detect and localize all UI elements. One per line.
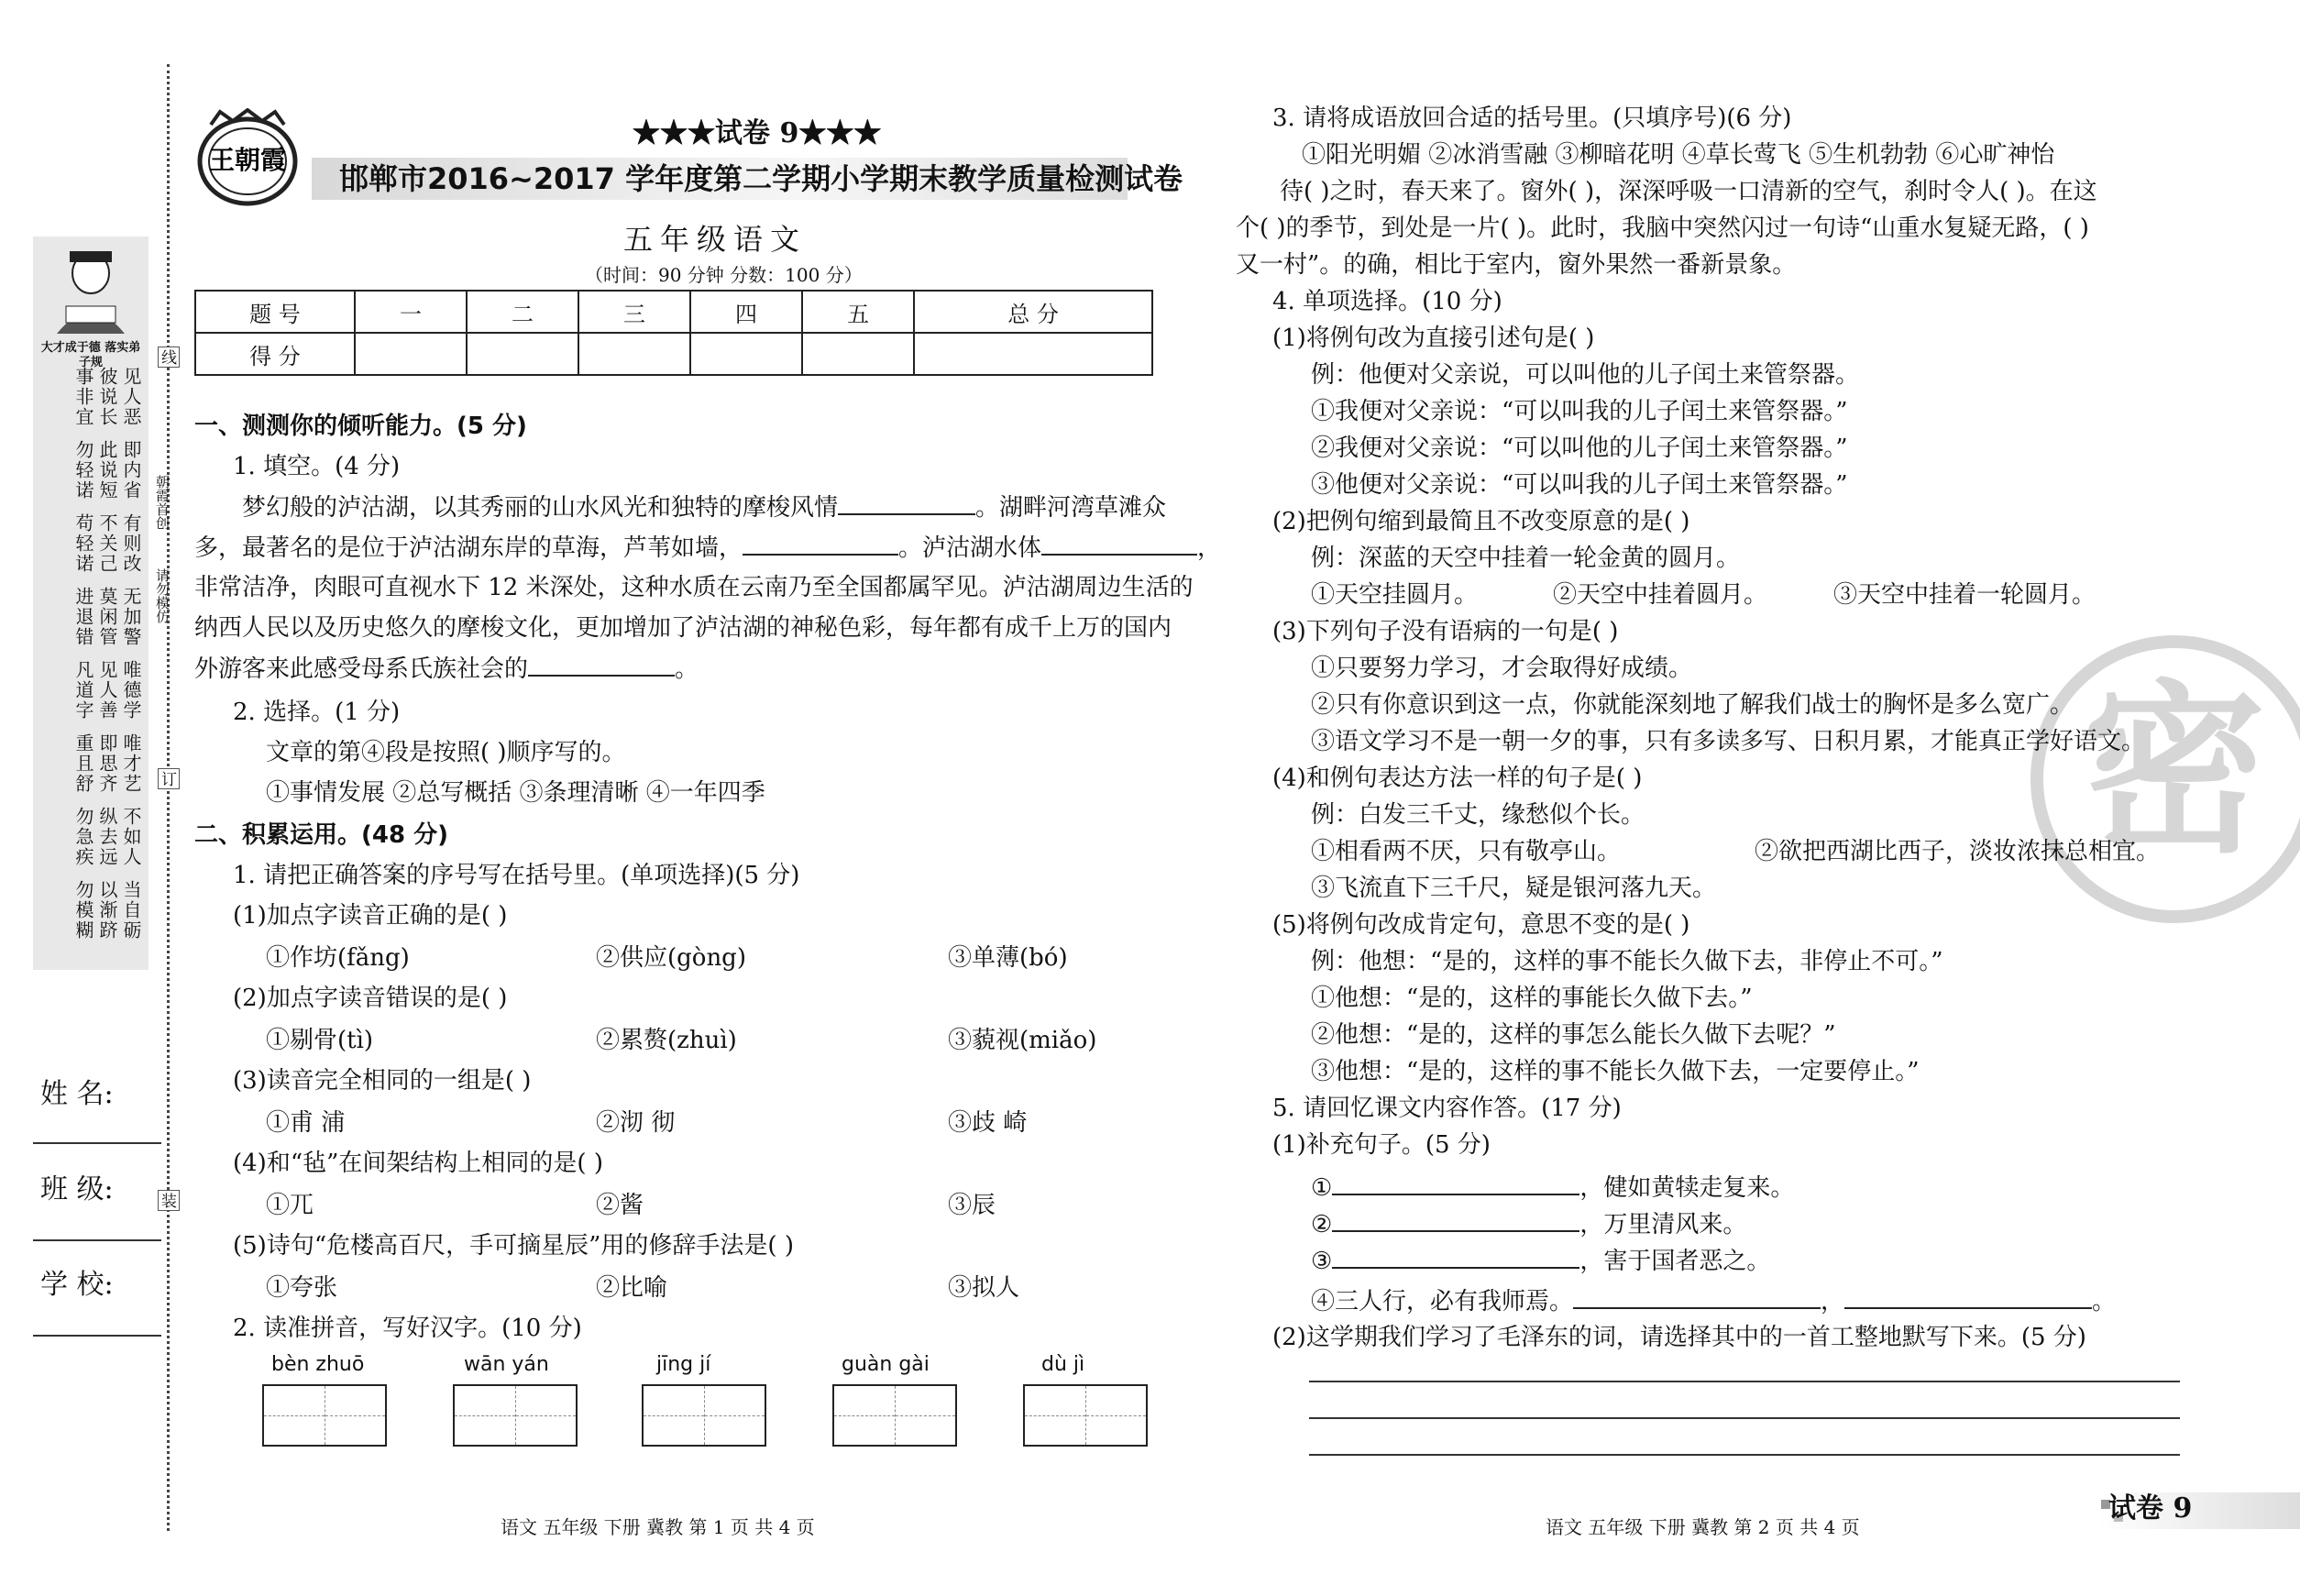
motto-col: 勿急疾 — [72, 807, 94, 867]
writing-line[interactable] — [1309, 1454, 2180, 1456]
score-input[interactable] — [578, 333, 690, 375]
section-2-title: 二、积累运用。(48 分) — [194, 821, 448, 849]
r-q5-1-c — [1311, 1245, 1770, 1277]
r-q3-options: ①阳光明媚 ②冰消雪融 ③柳暗花明 ④草长莺飞 ⑤生机勃勃 ⑥心旷神怡 — [1302, 141, 2055, 169]
r-q5-1-b — [1311, 1208, 1746, 1240]
motto-row-8 — [40, 880, 141, 941]
text: 梦幻般的泸沽湖，以其秀丽的山水风光和独特的摩梭风情 — [242, 494, 839, 522]
pinyin-label: bèn zhuō — [271, 1353, 365, 1376]
option[interactable]: ①他想：“是的，这样的事能长久做下去。” — [1311, 985, 1753, 1012]
num: ① — [1311, 1174, 1333, 1202]
option[interactable]: ①只要努力学习，才会取得好成绩。 — [1311, 655, 1693, 682]
num: ③ — [1311, 1248, 1333, 1275]
page-tag: 试卷 9 — [2108, 1492, 2193, 1524]
r-q4-1-example: 例：他便对父亲说，可以叫他的儿子闰土来管祭器。 — [1311, 361, 1860, 389]
option[interactable]: ①相看两不厌，只有敬亭山。 — [1311, 838, 1622, 865]
r-q4-4: (4)和例句表达方法一样的句子是( ) — [1272, 765, 1643, 792]
score-input[interactable] — [467, 333, 578, 375]
option[interactable]: ②天空中挂着圆月。 — [1553, 581, 1768, 609]
score-input[interactable] — [355, 333, 467, 375]
option[interactable]: ③他想：“是的，这样的事不能长久做下去，一定要停止。” — [1311, 1058, 1920, 1085]
motto-col: 以渐跻 — [96, 880, 118, 941]
motto-row-4 — [40, 587, 141, 647]
score-input[interactable] — [690, 333, 802, 375]
r-q4-2-example: 例：深蓝的天空中挂着一轮金黄的圆月。 — [1311, 545, 1741, 572]
s1-para-line5 — [194, 653, 699, 685]
s2-q1-5: (5)诗句“危楼高百尺，手可摘星辰”用的修辞手法是( ) — [233, 1232, 794, 1260]
s2-q1-1: (1)加点字读音正确的是( ) — [233, 902, 508, 930]
option[interactable]: ③歧 崎 — [948, 1109, 1028, 1137]
fill-blank[interactable] — [1332, 1208, 1579, 1232]
pinyin-answer-box[interactable] — [453, 1384, 578, 1447]
motto-col: 即内省 — [120, 440, 142, 501]
fill-blank[interactable] — [1573, 1285, 1821, 1309]
r-q5-1: (1)补充句子。(5 分) — [1272, 1131, 1491, 1159]
option[interactable]: ③语文学习不是一朝一夕的事，只有多读多写、日积月累，才能真正学好语文。 — [1311, 728, 2146, 755]
exam-number: ★★★试卷 9★★★ — [633, 117, 882, 149]
option[interactable]: ①剔骨(tì) — [266, 1027, 374, 1054]
fill-blank[interactable] — [1332, 1245, 1579, 1269]
fill-blank[interactable] — [838, 491, 975, 515]
motto-title: 大才成于德 落实弟子规 — [40, 341, 141, 369]
r-q5-1-d — [1311, 1285, 2116, 1317]
text: ，害于国者恶之。 — [1579, 1248, 1771, 1275]
motto-col: 见人善 — [96, 660, 118, 721]
score-cell: 一 — [355, 291, 467, 333]
score-cell: 题 号 — [195, 291, 355, 333]
r-q4-4-example: 例：白发三千丈，缘愁似个长。 — [1311, 801, 1645, 829]
s1-q1: 1. 填空。(4 分) — [233, 453, 401, 480]
name-line[interactable] — [33, 1142, 161, 1144]
text: 多，最著名的是位于泸沽湖东岸的草海，芦苇如墙， — [194, 534, 743, 562]
option[interactable]: ①作坊(fǎng) — [266, 944, 410, 972]
option[interactable]: ③他便对父亲说：“可以叫我的儿子闰土来管祭器。” — [1311, 471, 1848, 499]
fold-line — [167, 64, 170, 1531]
motto-col: 重且舒 — [72, 733, 94, 794]
publisher-logo — [193, 108, 312, 209]
motto-col: 纵去远 — [96, 807, 118, 867]
fill-blank[interactable] — [1844, 1285, 2092, 1309]
option[interactable]: ②我便对父亲说：“可以叫他的儿子闰土来管祭器。” — [1311, 435, 1848, 462]
option[interactable]: ①夸张 — [266, 1274, 338, 1302]
motto-col: 莫闲管 — [96, 587, 118, 647]
confidential-stamp-icon — [2028, 633, 2300, 926]
school-label: 学 校: — [40, 1269, 114, 1301]
seal-tag-bind: 装 — [158, 1190, 180, 1211]
motto-col: 无加警 — [120, 587, 142, 647]
s2-q2: 2. 读准拼音，写好汉字。(10 分) — [233, 1315, 582, 1342]
s1-q2-stem: 文章的第④段是按照( )顺序写的。 — [266, 739, 626, 766]
r-q5-2: (2)这学期我们学习了毛泽东的词，请选择其中的一首工整地默写下来。(5 分) — [1272, 1324, 2086, 1351]
s1-q2: 2. 选择。(1 分) — [233, 699, 401, 726]
r-q3-line1: 待( )之时，春天来了。窗外( )，深深呼吸一口清新的空气，刹时令人( )。在这 — [1280, 178, 2097, 205]
s1-para-line2 — [194, 532, 1221, 564]
option[interactable]: ②累赘(zhuì) — [596, 1027, 737, 1054]
motto-col: 事非宜 — [72, 367, 94, 427]
motto-col: 不如人 — [120, 807, 142, 867]
note-original: 朝霞首创 — [154, 475, 171, 530]
score-table — [194, 290, 1153, 376]
r-q5: 5. 请回忆课文内容作答。(17 分) — [1272, 1095, 1622, 1122]
motto-col: 凡道字 — [72, 660, 94, 721]
r-q4-5-example: 例：他想：“是的，这样的事不能长久做下去，非停止不可。” — [1311, 948, 1943, 975]
score-header-row — [195, 291, 1152, 333]
section-1-title: 一、测测你的倾听能力。(5 分) — [194, 413, 527, 440]
text: 。 — [675, 655, 699, 683]
pinyin-label: dù jì — [1041, 1353, 1085, 1376]
r-q4: 4. 单项选择。(10 分) — [1272, 288, 1502, 315]
option[interactable]: ①天空挂圆月。 — [1311, 581, 1479, 609]
text: ④三人行，必有我师焉。 — [1311, 1288, 1574, 1315]
option[interactable]: ②比喻 — [596, 1274, 668, 1302]
option[interactable]: ②欲把西湖比西子，淡妆浓抹总相宜。 — [1755, 838, 2161, 865]
fill-blank[interactable] — [528, 653, 675, 677]
exam-title: 邯郸市2016~2017 学年度第二学期小学期末教学质量检测试卷 — [339, 161, 1183, 196]
s2-q1: 1. 请把正确答案的序号写在括号里。(单项选择)(5 分) — [233, 862, 800, 889]
r-q4-2: (2)把例句缩到最简且不改变原意的是( ) — [1272, 508, 1690, 535]
option[interactable]: ③拟人 — [948, 1274, 1020, 1302]
s2-q1-3: (3)读音完全相同的一组是( ) — [233, 1067, 532, 1095]
text: 。湖畔河湾草滩众 — [975, 494, 1167, 522]
score-cell: 二 — [467, 291, 578, 333]
num: ② — [1311, 1211, 1333, 1238]
score-label: 得 分 — [195, 333, 355, 375]
scholar-icon — [48, 246, 134, 337]
stamp-text: 密 — [2082, 663, 2267, 878]
class-line[interactable] — [33, 1239, 161, 1241]
s1-para-line4: 纳西人民以及历史悠久的摩梭文化，更加增加了泸沽湖的神秘色彩，每年都有成千上万的国内 — [194, 614, 1172, 642]
class-label: 班 级: — [40, 1173, 114, 1205]
text: 。 — [2092, 1288, 2117, 1315]
writing-line[interactable] — [1309, 1417, 2180, 1419]
option[interactable]: ①我便对父亲说：“可以叫我的儿子闰土来管祭器。” — [1311, 398, 1848, 425]
option[interactable]: ③辰 — [948, 1192, 996, 1219]
score-cell: 四 — [690, 291, 802, 333]
r-q5-1-a — [1311, 1172, 1794, 1204]
score-input[interactable] — [802, 333, 914, 375]
fill-blank[interactable] — [743, 532, 898, 556]
svg-text:王朝霞: 王朝霞 — [208, 145, 287, 175]
fill-blank[interactable] — [1041, 532, 1197, 556]
r-q4-5: (5)将例句改成肯定句，意思不变的是( ) — [1272, 911, 1690, 939]
option[interactable]: ①兀 — [266, 1192, 314, 1219]
pinyin-answer-box[interactable] — [1023, 1384, 1148, 1447]
seal-tag-fix: 订 — [158, 768, 180, 789]
text: 。泸沽湖水体 — [898, 534, 1042, 562]
score-value-row — [195, 333, 1152, 375]
motto-row-3 — [40, 513, 141, 574]
option[interactable]: ①甫 浦 — [266, 1109, 346, 1137]
motto-col: 即思齐 — [96, 733, 118, 794]
r-q3: 3. 请将成语放回合适的括号里。(只填序号)(6 分) — [1272, 105, 1792, 132]
text: ，健如黄犊走复来。 — [1579, 1174, 1795, 1202]
motto-row-5 — [40, 660, 141, 721]
motto-col: 进退错 — [72, 587, 94, 647]
school-line[interactable] — [33, 1335, 161, 1337]
s2-q1-4: (4)和“毡”在间架结构上相同的是( ) — [233, 1150, 603, 1177]
motto-col: 勿轻诺 — [72, 440, 94, 501]
motto-row-2 — [40, 440, 141, 501]
text: ，万里清风来。 — [1579, 1211, 1747, 1238]
name-label: 姓 名: — [40, 1078, 114, 1110]
motto-col: 见人恶 — [120, 367, 142, 427]
option[interactable]: ③单薄(bó) — [948, 944, 1068, 972]
s1-para-line1 — [242, 491, 1166, 523]
note-no-copy: 请勿模仿 — [154, 568, 171, 623]
score-cell: 三 — [578, 291, 690, 333]
option[interactable]: ②沏 彻 — [596, 1109, 676, 1137]
motto-col: 当自砺 — [120, 880, 142, 941]
time-info: （时间：90 分钟 分数：100 分） — [585, 264, 863, 286]
footer-left: 语文 五年级 下册 冀教 第 1 页 共 4 页 — [501, 1516, 815, 1538]
s1-para-line3: 非常洁净，肉眼可直视水下 12 米深处，这种水质在云南乃至全国都属罕见。泸沽湖周边生活的 — [194, 574, 1194, 601]
pinyin-label: guàn gài — [842, 1353, 930, 1376]
seal-tag-line: 线 — [158, 347, 180, 368]
fill-blank[interactable] — [1332, 1172, 1579, 1195]
option[interactable]: ③飞流直下三千尺，疑是银河落九天。 — [1311, 875, 1717, 902]
option[interactable]: ③天空中挂着一轮圆月。 — [1833, 581, 2096, 609]
writing-line[interactable] — [1309, 1381, 2180, 1382]
motto-col: 唯德学 — [120, 660, 142, 721]
pinyin-answer-box[interactable] — [262, 1384, 387, 1447]
motto-col: 勿模糊 — [72, 880, 94, 941]
score-input[interactable] — [914, 333, 1152, 375]
motto-col: 不关己 — [96, 513, 118, 574]
pinyin-label: jīng jí — [656, 1353, 711, 1376]
text: ， — [1197, 534, 1222, 562]
footer-right: 语文 五年级 下册 冀教 第 2 页 共 4 页 — [1546, 1516, 1860, 1538]
subject-title: 五年级语文 — [623, 222, 808, 257]
option[interactable]: ③藐视(miǎo) — [948, 1027, 1097, 1054]
option[interactable]: ②只有你意识到这一点，你就能深刻地了解我们战士的胸怀是多么宽广。 — [1311, 691, 2074, 719]
motto-col: 此说短 — [96, 440, 118, 501]
pinyin-answer-box[interactable] — [642, 1384, 766, 1447]
pinyin-answer-box[interactable] — [832, 1384, 957, 1447]
r-q3-line2: 个( )的季节，到处是一片( )。此时，我脑中突然闪过一句诗“山重水复疑无路，( ) — [1236, 215, 2089, 242]
score-cell: 总 分 — [914, 291, 1152, 333]
motto-row-7 — [40, 807, 141, 867]
motto-col: 苟轻诺 — [72, 513, 94, 574]
option[interactable]: ②酱 — [596, 1192, 644, 1219]
s2-q1-2: (2)加点字读音错误的是( ) — [233, 985, 508, 1012]
text: 外游客来此感受母系氏族社会的 — [194, 655, 529, 683]
option[interactable]: ②供应(gòng) — [596, 944, 746, 972]
motto-col: 唯才艺 — [120, 733, 142, 794]
score-cell: 五 — [802, 291, 914, 333]
s1-q2-options: ①事情发展 ②总写概括 ③条理清晰 ④一年四季 — [266, 779, 765, 807]
motto-row-6 — [40, 733, 141, 794]
motto-col: 有则改 — [120, 513, 142, 574]
r-q4-1: (1)将例句改为直接引述句是( ) — [1272, 325, 1595, 352]
motto-col: 彼说长 — [96, 367, 118, 427]
text: ， — [1821, 1288, 1845, 1315]
pinyin-label: wān yán — [464, 1353, 549, 1376]
r-q4-3: (3)下列句子没有语病的一句是( ) — [1272, 618, 1619, 645]
r-q3-line3: 又一村”。的确，相比于室内，窗外果然一番新景象。 — [1236, 251, 1797, 279]
option[interactable]: ②他想：“是的，这样的事怎么能长久做下去呢？” — [1311, 1021, 1836, 1049]
